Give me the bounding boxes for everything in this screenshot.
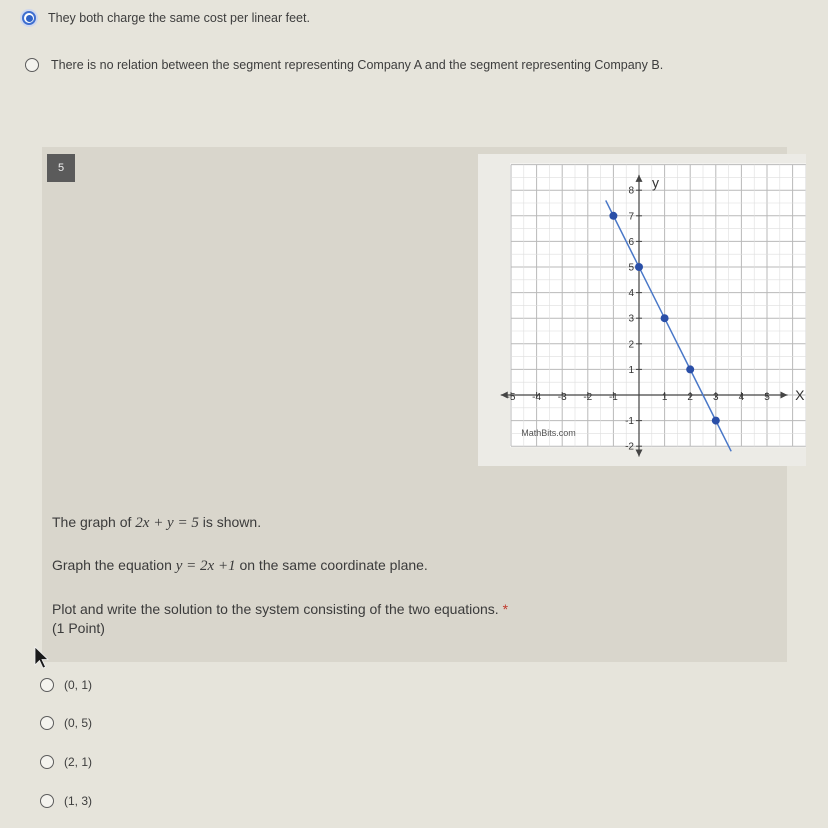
- answer-choice[interactable]: [40, 794, 92, 808]
- data-point: [712, 417, 720, 425]
- radio-button[interactable]: [22, 11, 36, 25]
- option-label: They both charge the same cost per linear feet.: [48, 11, 310, 25]
- y-axis-label: y: [652, 174, 659, 191]
- question-line-1: The graph of 2x + y = 5 is shown.: [52, 514, 262, 531]
- y-tick-label: 7: [628, 211, 634, 223]
- data-point: [635, 263, 643, 271]
- x-tick-label: 4: [738, 392, 745, 403]
- coordinate-graph: [478, 154, 806, 466]
- prev-option-row[interactable]: [22, 11, 310, 25]
- x-tick-label: 3: [713, 392, 719, 403]
- question-line-2: Graph the equation y = 2x +1 on the same coordinate plane.: [52, 557, 428, 574]
- x-tick-label: -4: [532, 392, 542, 403]
- choice-label: (2, 1): [64, 755, 93, 769]
- y-tick-label: -1: [625, 416, 634, 428]
- choice-label: (0, 1): [64, 678, 93, 692]
- y-tick-label: -2: [625, 441, 634, 453]
- y-tick-label: 5: [628, 262, 634, 274]
- x-tick-label: 2: [687, 392, 693, 403]
- y-tick-label: 4: [628, 288, 634, 300]
- x-axis-label: X: [795, 387, 805, 403]
- radio-button[interactable]: [40, 794, 54, 808]
- prev-option-row[interactable]: [25, 58, 663, 72]
- required-asterisk: *: [502, 601, 509, 617]
- x-tick-label: -5: [506, 392, 516, 403]
- x-tick-label: -3: [557, 392, 567, 403]
- question-number: 5: [47, 154, 75, 182]
- x-tick-label: 1: [661, 392, 668, 403]
- option-label: There is no relation between the segment representing Company A and the segment representing Company B.: [51, 58, 664, 72]
- y-tick-label: 8: [628, 185, 634, 197]
- points-label: (1 Point): [52, 620, 105, 636]
- y-tick-label: 2: [628, 339, 634, 351]
- y-tick-label: 3: [628, 313, 634, 325]
- radio-button[interactable]: [40, 755, 54, 769]
- x-tick-label: 5: [764, 392, 770, 403]
- y-tick-label: 6: [628, 236, 634, 248]
- watermark: MathBits.com: [521, 427, 576, 438]
- equation: 2x + y = 5: [135, 515, 199, 531]
- y-axis-arrow-icon: [636, 449, 643, 456]
- answer-choice[interactable]: [40, 678, 92, 692]
- question-line-3: Plot and write the solution to the system consisting of the two equations. *: [52, 601, 509, 617]
- data-point: [661, 314, 669, 322]
- answer-choice[interactable]: [40, 716, 92, 730]
- choice-label: (1, 3): [64, 794, 93, 808]
- radio-button[interactable]: [25, 58, 39, 72]
- radio-button[interactable]: [40, 716, 54, 730]
- data-point: [686, 365, 694, 373]
- choice-label: (0, 5): [64, 716, 93, 730]
- data-point: [609, 212, 617, 220]
- x-tick-label: -1: [608, 392, 618, 403]
- graph-image: [478, 154, 806, 466]
- x-tick-label: -2: [583, 392, 593, 403]
- y-tick-label: 1: [628, 364, 634, 376]
- mouse-cursor-icon: [34, 646, 50, 670]
- equation: y = 2x +1: [175, 558, 236, 574]
- radio-button[interactable]: [40, 678, 54, 692]
- radio-dot: [26, 15, 33, 22]
- answer-choice[interactable]: [40, 755, 92, 769]
